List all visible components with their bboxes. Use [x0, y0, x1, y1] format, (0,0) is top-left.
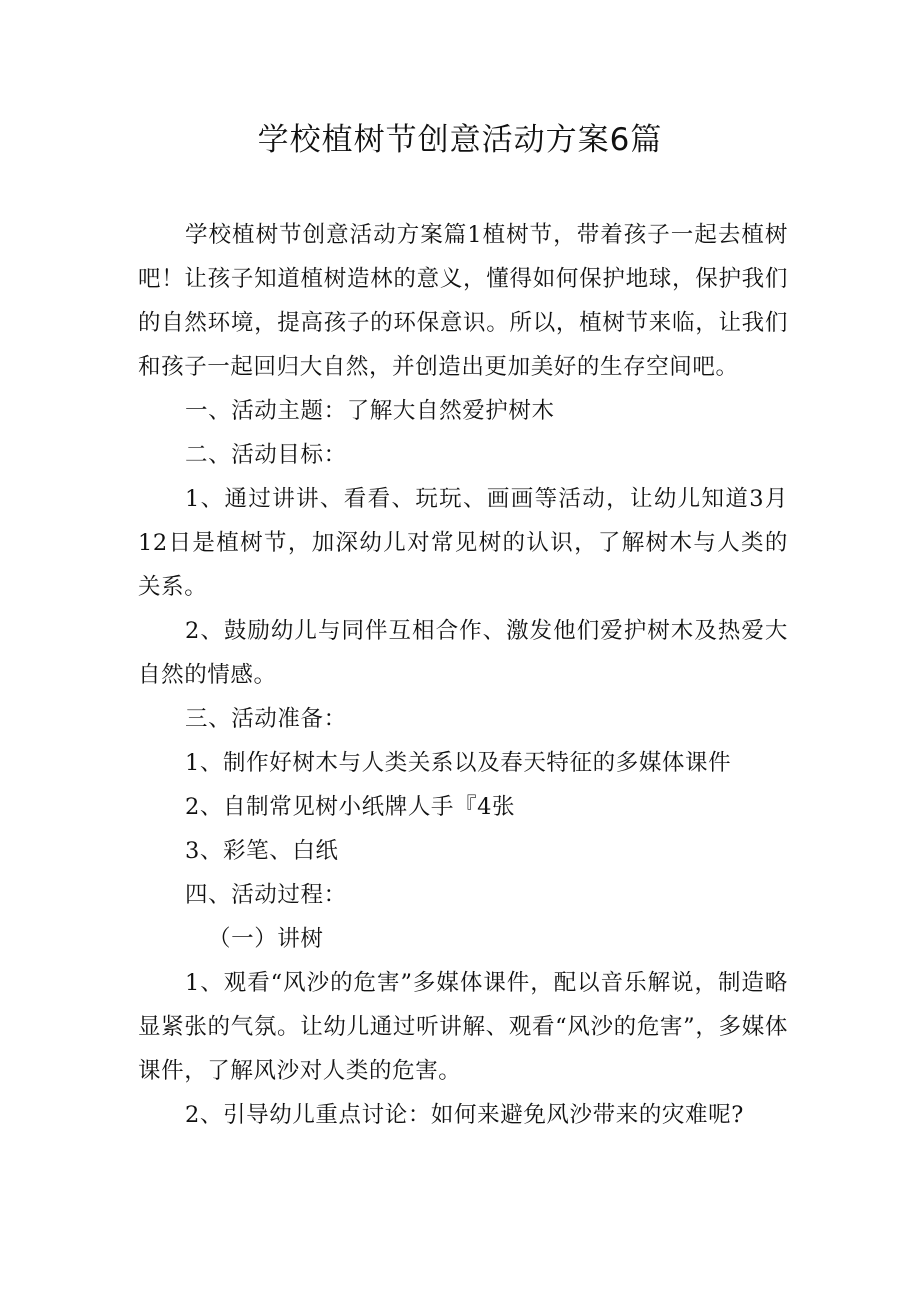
goal-item-1: 1、通过讲讲、看看、玩玩、画画等活动，让幼儿知道3月12日是植树节，加深幼儿对常见树的认识，了解树木与人类的关系。 — [138, 486, 788, 600]
goal-item-2: 2、鼓励幼儿与同伴互相合作、激发他们爱护树木及热爱大自然的情感。 — [138, 618, 788, 688]
preparation-item-2: 2、自制常见树小纸牌人手『4张 — [185, 794, 516, 820]
intro-paragraph: 学校植树节创意活动方案篇1植树节，带着孩子一起去植树吧！让孩子知道植树造林的意义，懂得如何保护地球，保护我们的自然环境，提高孩子的环保意识。所以，植树节来临，让我们和孩子一起回归大自然，并创造出更加美好的生存空间吧。 — [138, 222, 788, 380]
subsection-heading-talk-trees: （一）讲树 — [208, 926, 324, 952]
preparation-item-1: 1、制作好树木与人类关系以及春天特征的多媒体课件 — [185, 750, 732, 776]
document-title: 学校植树节创意活动方案6篇 — [257, 122, 663, 158]
process-item-2: 2、引导幼儿重点讨论：如何来避免风沙带来的灾难呢? — [185, 1102, 744, 1128]
preparation-item-3: 3、彩笔、白纸 — [185, 838, 339, 864]
section-heading-preparation: 三、活动准备： — [185, 706, 347, 732]
process-item-1: 1、观看“风沙的危害”多媒体课件，配以音乐解说，制造略显紧张的气氛。让幼儿通过听讲解、观看“风沙的危害”，多媒体课件，了解风沙对人类的危害。 — [138, 970, 788, 1084]
document-body — [138, 213, 788, 1137]
section-heading-theme: 一、活动主题：了解大自然爱护树木 — [185, 398, 555, 424]
section-heading-process: 四、活动过程： — [185, 882, 347, 908]
section-heading-goals: 二、活动目标： — [185, 442, 347, 468]
